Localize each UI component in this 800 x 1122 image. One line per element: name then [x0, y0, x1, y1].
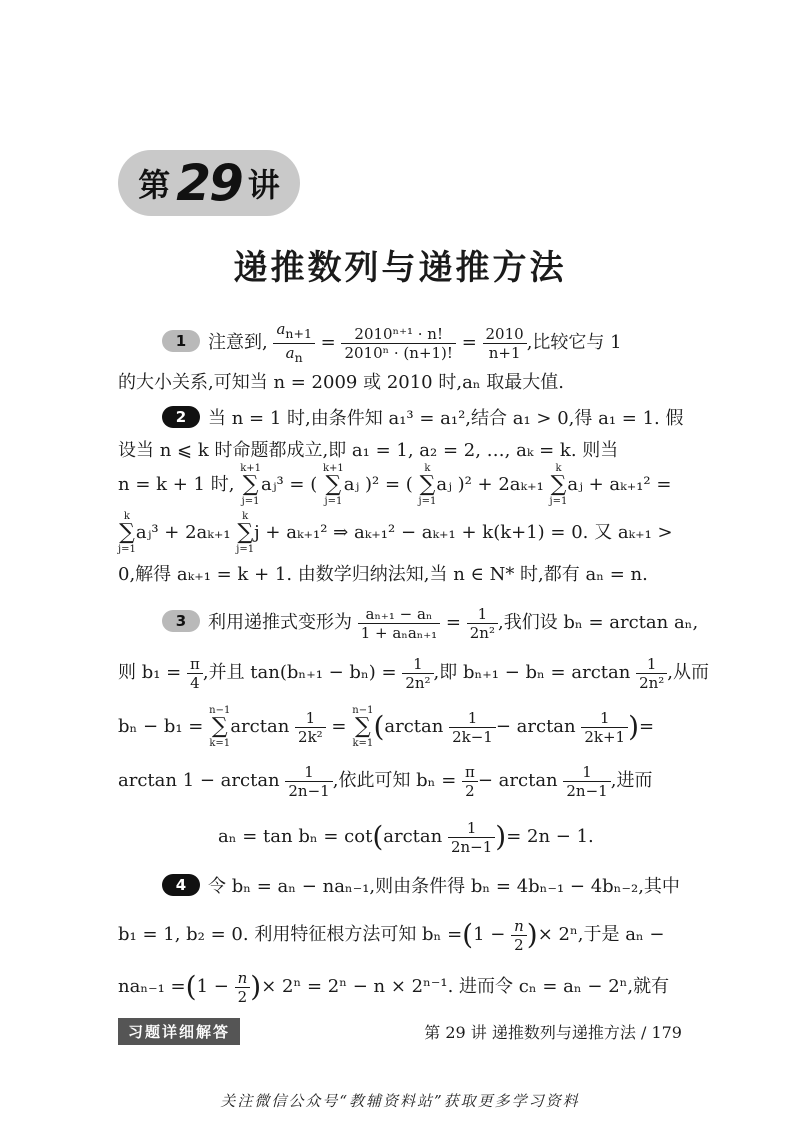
- sum-symbol: k ∑ j=1: [549, 463, 568, 507]
- fraction: $\frac{1}{2n-1}$: [285, 763, 332, 800]
- fraction: $\frac{2010}{n+1}$: [483, 325, 527, 362]
- page-title: 递推数列与递推方法: [233, 248, 567, 288]
- sum-symbol: k+1 ∑ j=1: [322, 463, 344, 507]
- badge-suffix: 讲: [247, 166, 280, 204]
- problem-3-line-5: aₙ = tan bₙ = cot(arctan $\frac{1}{2n-1}$ )= 2n − 1.: [218, 818, 594, 856]
- badge-number: 29: [176, 154, 242, 212]
- problem-3-line-2: 则 b₁ = $\frac{\pi}{4}$ ,并且 tan(bₙ₊₁ − bₙ) = $\frac{1}{\text{2n²}}$ ,即 bₙ₊₁ − bₙ = arctan $\frac{1}{\text{2n²}}$ ,从而: [118, 654, 710, 692]
- problem-4-line-1: 4 令 bₙ = aₙ − naₙ₋₁,则由条件得 bₙ = 4bₙ₋₁ − 4bₙ₋₂,其中: [118, 872, 726, 902]
- section-tag: 习题详细解答: [118, 1018, 240, 1045]
- fraction: $\frac{\text{aₙ₊₁ − aₙ}}{\text{1 + aₙaₙ₊₁}}$: [358, 605, 440, 642]
- problem-1-number: 1: [162, 330, 200, 352]
- problem-2-line-3: n = k + 1 时, k+1 ∑ j=1aⱼ³ = ( k+1 ∑ j=1aⱼ )² = ( k ∑ j=1aⱼ )² + 2aₖ₊₁ k ∑ j=1aⱼ + aₖ₊₁² =: [118, 463, 672, 507]
- problem-2-line-2: 设当 n ⩽ k 时命题都成立,即 a₁ = 1, a₂ = 2, …, aₖ = k. 则当: [118, 440, 619, 461]
- sum-symbol: n−1 ∑ k=1: [209, 705, 231, 749]
- problem-2-line-4: k ∑ j=1aⱼ³ + 2aₖ₊₁ k ∑ j=1j + aₖ₊₁² ⇒ aₖ₊₁² − aₖ₊₁ + k(k+1) = 0. 又 aₖ₊₁ >: [118, 511, 673, 555]
- problem-1-line-1: 1 注意到, $\frac{a_{n+1}}{a_n}$ = $\frac{\text{2010ⁿ⁺¹ · n!}}{\text{2010ⁿ · (n+1)!}}$ = $\frac{2010}{n+1}$ ,比较它与 1: [118, 318, 726, 368]
- sum-symbol: k ∑ j=1: [118, 511, 136, 555]
- problem-2-line-1: 2 当 n = 1 时,由条件知 a₁³ = a₁²,结合 a₁ > 0,得 a₁ = 1. 假: [118, 404, 726, 434]
- problem-3-number: 3: [162, 610, 200, 632]
- watermark: 关注微信公众号“教辅资料站”获取更多学习资料: [220, 1092, 580, 1110]
- fraction: $\frac{1}{2k+1}$: [581, 709, 628, 746]
- fraction: $\frac{n}{2}$: [511, 917, 527, 954]
- fraction: $\frac{1}{\text{2n²}}$: [467, 605, 498, 642]
- page-footer: [118, 1018, 682, 1046]
- sum-symbol: k ∑ j=1: [418, 463, 437, 507]
- fraction: $\frac{1}{\text{2n²}}$: [402, 655, 433, 692]
- sum-symbol: n−1 ∑ k=1: [352, 705, 374, 749]
- problem-3-line-1: 3 利用递推式变形为 $\frac{\text{aₙ₊₁ − aₙ}}{\text{1 + aₙaₙ₊₁}}$ = $\frac{1}{\text{2n²}}$ ,我们设 bₙ = arctan aₙ,: [118, 598, 726, 648]
- fraction: $\frac{1}{2k-1}$: [449, 709, 496, 746]
- problem-2-line-5: 0,解得 aₖ₊₁ = k + 1. 由数学归纳法知,当 n ∈ N* 时,都有 aₙ = n.: [118, 564, 648, 585]
- fraction: $\frac{\pi}{4}$: [187, 655, 203, 692]
- fraction: $\frac{1}{2n-1}$: [563, 763, 610, 800]
- fraction: $\frac{n}{2}$: [235, 969, 251, 1006]
- problem-3-line-3: bₙ − b₁ = n−1 ∑ k=1arctan $\frac{1}{\text{2k²}}$ = n−1 ∑ k=1(arctan $\frac{1}{2k-1}$ − arctan $\frac{1}{2k+1}$ )=: [118, 705, 655, 749]
- sum-symbol: k ∑ j=1: [236, 511, 255, 555]
- badge-prefix: 第: [138, 166, 171, 204]
- problem-3-line-4: arctan 1 − arctan $\frac{1}{2n-1}$ ,依此可知 bₙ = $\frac{\pi}{2}$ − arctan $\frac{1}{2n-1}$ ,进而: [118, 762, 653, 800]
- problem-2-number: 2: [162, 406, 200, 428]
- problem-4-line-2: b₁ = 1, b₂ = 0. 利用特征根方法可知 bₙ =(1 − $\frac{n}{2}$ )× 2ⁿ,于是 aₙ −: [118, 916, 665, 954]
- fraction: $\frac{a_{n+1}}{a_n}$: [273, 320, 314, 367]
- fraction: $\frac{1}{\text{2n²}}$: [636, 655, 667, 692]
- problem-4-number: 4: [162, 874, 200, 896]
- fraction: $\frac{\pi}{2}$: [462, 763, 478, 800]
- fraction: $\frac{1}{\text{2k²}}$: [295, 709, 326, 746]
- problem-1-line-2: 的大小关系,可知当 n = 2009 或 2010 时,aₙ 取最大值.: [118, 372, 565, 393]
- problem-4-line-3: naₙ₋₁ =(1 − $\frac{n}{2}$ )× 2ⁿ = 2ⁿ − n × 2ⁿ⁻¹. 进而令 cₙ = aₙ − 2ⁿ,就有: [118, 968, 670, 1006]
- fraction: $\frac{\text{2010ⁿ⁺¹ · n!}}{\text{2010ⁿ · (n+1)!}}$: [341, 325, 455, 362]
- lecture-badge: [118, 150, 300, 216]
- running-header: 第 29 讲 递推数列与递推方法 / 179: [424, 1023, 682, 1042]
- sum-symbol: k+1 ∑ j=1: [240, 463, 261, 507]
- fraction: $\frac{1}{2n-1}$: [448, 819, 495, 856]
